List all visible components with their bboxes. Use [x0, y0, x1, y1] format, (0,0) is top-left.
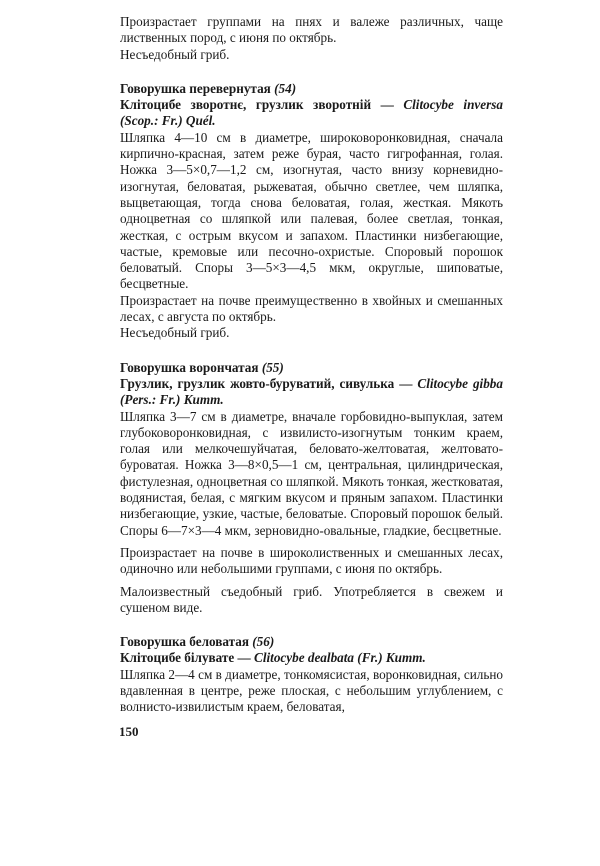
entry-56-synonyms: Клітоцибе білувате — Clitocybe dealbata (Fr.) Kumm.: [120, 650, 426, 666]
entry-55-title: Говорушка ворончатая (55): [120, 359, 284, 375]
entry-54-title: Говорушка перевернутая (54): [120, 80, 297, 96]
entry-54-description: Шляпка 4—10 см в диаметре, широковоронковидная, сначала кирпично-красная, затем реже бурая, часто гигрофанная, голая. Ножка 3—5×0,7—1,2 см, изогнутая, часто внизу корневидно-изогнутая, беловатая, рыжеватая, обычно светлее, чем шляпка, выцветающая, тогда снова беловатая, голая, жесткая. Мякоть одноцветная со шляпкой или палевая, более светлая, тонкая, жесткая, с острым вкусом и запахом. Пластинки низбегающие, частые, кремовые или песочно-охристые. Споровый порошок беловатый. Споры 3—5×3—4,5 мкм, округлые, шиповатые, бесцветные.: [120, 129, 503, 292]
entry-54-edibility: Несъедобный гриб.: [120, 325, 230, 341]
entry-55-synonyms: Грузлик, грузлик жовто-буруватий, сивулька — Clitocybe gibba (Pers.: Fr.) Kumm.: [120, 375, 503, 408]
intro-edibility: Несъедобный гриб.: [120, 46, 230, 62]
entry-55-description: Шляпка 3—7 см в диаметре, вначале горбовидно-выпуклая, затем глубоковоронковидная, с извилисто-изогнутым тонким краем, голая или мелкочешуйчатая, беловато-желтоватая, желтовато-буроватая. Ножка 3—8×0,5—1 см, центральная, цилиндрическая, фистулезная, одноцветная со шляпкой. Мякоть тонкая, жестковатая, водянистая, белая, с мягким вкусом и пряным запахом. Пластинки низбегающие, узкие, частые, беловатые. Споровый порошок белый. Споры 6—7×3—4 мкм, зерновидно-овальные, гладкие, бесцветные.: [120, 408, 503, 538]
entry-55-habitat: Произрастает на почве в широколиственных и смешанных лесах, одиночно или небольшими группами, с июня по октябрь.: [120, 544, 503, 577]
intro-habitat: Произрастает группами на пнях и валеже различных, чаще лиственных пород, с июня по октябрь.: [120, 14, 503, 46]
entry-55-edibility: Малоизвестный съедобный гриб. Употребляется в свежем и сушеном виде.: [120, 583, 503, 615]
entry-56-title: Говорушка беловатая (56): [120, 634, 275, 650]
page-body: [120, 14, 503, 716]
page-number: 150: [119, 724, 139, 739]
entry-54-synonyms: Клітоцибе зворотнє, грузлик зворотній — Clitocybe inversa (Scop.: Fr.) Quél.: [120, 97, 503, 129]
entry-54-habitat: Произрастает на почве преимущественно в хвойных и смешанных лесах, с августа по октябрь.: [120, 292, 503, 325]
entry-56-description: Шляпка 2—4 см в диаметре, тонкомясистая, воронковидная, сильно вдавленная в центре, реже плоская, с небольшим углублением, с волнисто-извилистым краем, беловатая,: [120, 666, 503, 715]
